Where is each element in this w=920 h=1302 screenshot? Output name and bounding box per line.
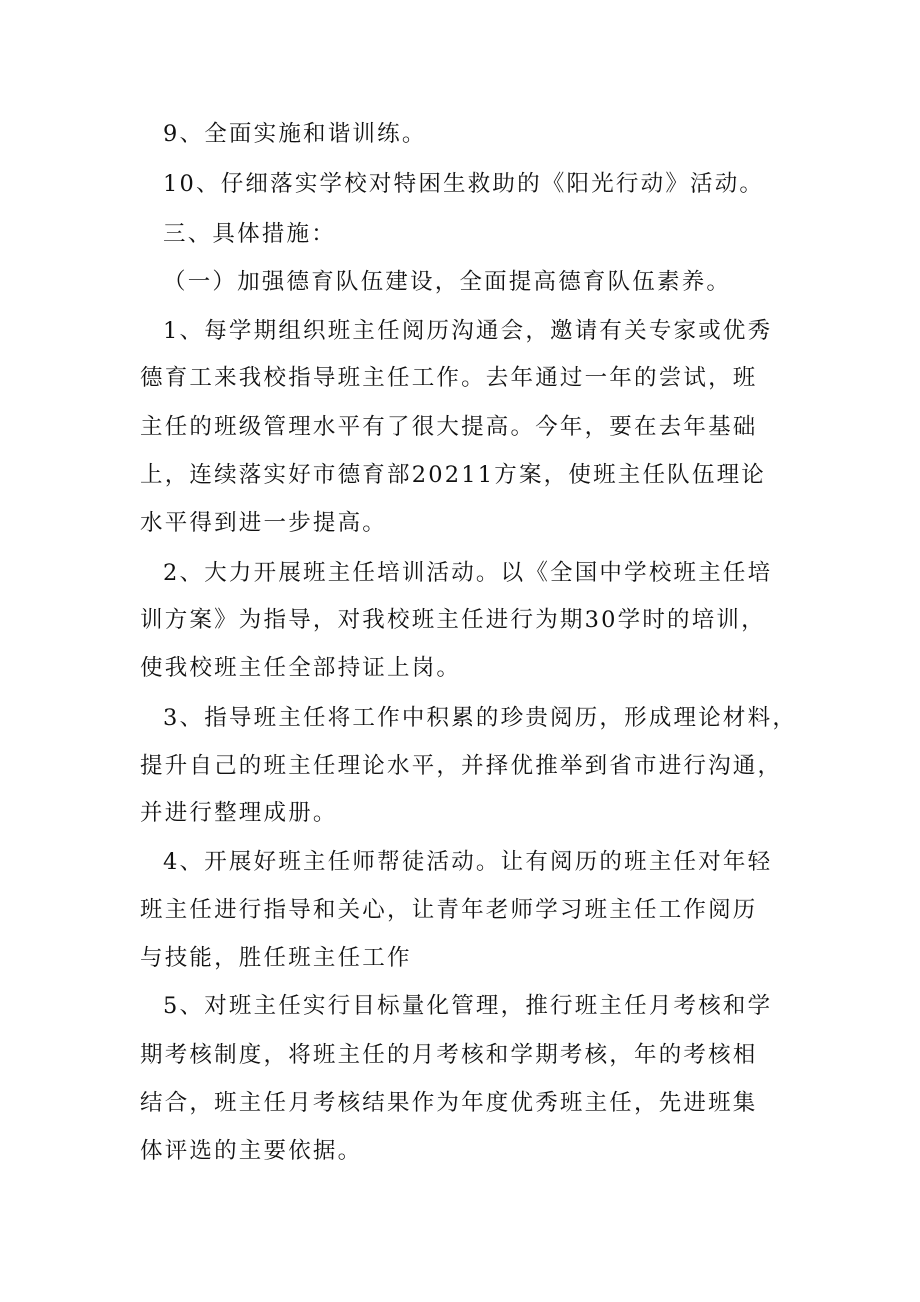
list-item-9: 9、全面实施和谐训练。: [163, 121, 427, 147]
paragraph-1-line-4: 上，连续落实好市德育部20211方案，使班主任队伍理论: [140, 462, 766, 488]
paragraph-1-line-2: 德育工来我校指导班主任工作。去年通过一年的尝试，班: [140, 365, 758, 391]
paragraph-3-line-1: 3、指导班主任将工作中积累的珍贵阅历，形成理论材料，: [163, 705, 798, 731]
paragraph-4-line-3: 与技能，胜任班主任工作: [140, 945, 412, 971]
paragraph-1-line-1: 1、每学期组织班主任阅历沟通会，邀请有关专家或优秀: [163, 318, 773, 344]
section-heading-measures: 三、具体措施：: [163, 221, 336, 247]
subsection-heading-1: （一）加强德育队伍建设，全面提高德育队伍素养。: [163, 269, 732, 295]
list-item-10: 10、仔细落实学校对特困生救助的《阳光行动》活动。: [163, 171, 765, 197]
paragraph-3-line-2: 提升自己的班主任理论水平，并择优推举到省市进行沟通，: [140, 753, 783, 779]
paragraph-5-line-2: 期考核制度，将班主任的月考核和学期考核，年的考核相: [140, 1042, 758, 1068]
paragraph-2-line-3: 使我校班主任全部持证上岗。: [140, 655, 462, 681]
paragraph-2-line-2: 训方案》为指导，对我校班主任进行为期30学时的培训，: [140, 607, 766, 633]
paragraph-1-line-5: 水平得到进一步提高。: [140, 510, 388, 536]
paragraph-4-line-1: 4、开展好班主任师帮徒活动。让有阅历的班主任对年轻: [163, 849, 773, 875]
paragraph-3-line-3: 并进行整理成册。: [140, 800, 338, 826]
paragraph-4-line-2: 班主任进行指导和关心，让青年老师学习班主任工作阅历: [140, 897, 758, 923]
paragraph-5-line-3: 结合，班主任月考核结果作为年度优秀班主任，先进班集: [140, 1090, 758, 1116]
paragraph-5-line-1: 5、对班主任实行目标量化管理，推行班主任月考核和学: [163, 993, 773, 1019]
paragraph-2-line-1: 2、大力开展班主任培训活动。以《全国中学校班主任培: [163, 560, 773, 586]
paragraph-1-line-3: 主任的班级管理水平有了很大提高。今年，要在去年基础: [140, 414, 758, 440]
paragraph-5-line-4: 体评选的主要依据。: [140, 1138, 363, 1164]
